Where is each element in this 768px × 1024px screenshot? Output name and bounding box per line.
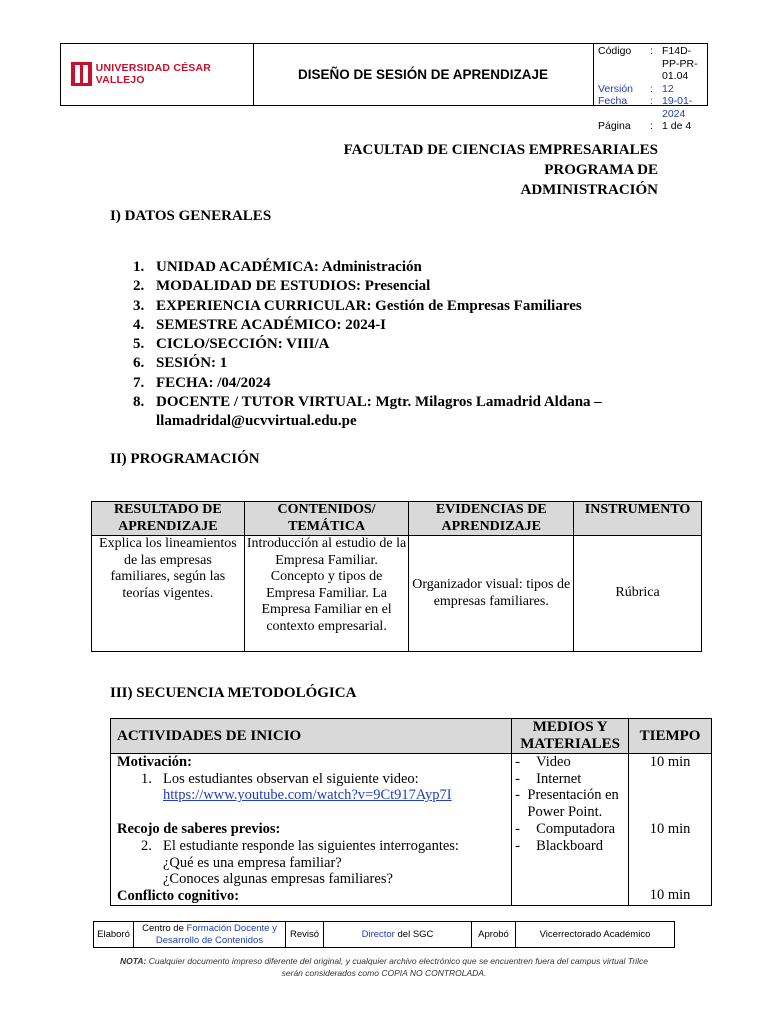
list-item: 8. DOCENTE / TUTOR VIRTUAL: Mgtr. Milagros Lamadrid Aldana – (133, 394, 602, 411)
faculty-heading: FACULTAD DE CIENCIAS EMPRESARIALES PROGRAMA DE ADMINISTRACIÓN (343, 142, 658, 198)
question: ¿Qué es una empresa familiar? (163, 854, 342, 871)
document-header (60, 43, 708, 132)
table-row (92, 536, 702, 652)
cognitive-conflict-label: Conflicto cognitivo: (117, 887, 240, 904)
list-item: 1. UNIDAD ACADÉMICA: Administración (133, 259, 422, 275)
sequence-table (110, 718, 712, 906)
ucv-logo-icon (71, 62, 92, 86)
meta-version: Versión : 12 (598, 82, 674, 95)
meta-date: Fecha : 19-01-2024 (598, 95, 693, 120)
time-value: 10 min (649, 820, 691, 837)
table-header: CONTENIDOS/ TEMÁTICA (244, 502, 409, 536)
material-item: - Video (515, 754, 571, 770)
document-meta (594, 44, 708, 132)
list-item: 6. SESIÓN: 1 (133, 355, 228, 372)
prior-knowledge-label: Recojo de saberes previos: (117, 821, 281, 838)
question: ¿Conoces algunas empresas familiares? (163, 871, 393, 888)
table-header: MEDIOS Y MATERIALES (512, 719, 629, 754)
aprobo-value: Vicerrectorado Académico (539, 928, 651, 940)
meta-page: Página : 1 de 4 (598, 120, 692, 132)
list-item: llamadridal@ucvvirtual.edu.pe (156, 413, 357, 430)
content-cell: Introducción al estudio de la Empresa Familiar. Concepto y tipos de Empresa Familiar. La Empresa Familiar en el contexto empresarial. (244, 536, 409, 652)
logo-cell (61, 44, 254, 105)
list-item: 3. EXPERIENCIA CURRICULAR: Gestión de Empresas Familiares (133, 297, 582, 314)
material-item: - Presentación en Power Point. (515, 787, 619, 821)
elaboro-value: Centro de Formación Docente y Desarrollo de Contenidos (134, 922, 286, 947)
list-item: 2. MODALIDAD DE ESTUDIOS: Presencial (133, 278, 431, 295)
list-item: 2. El estudiante responde las siguientes interrogantes: (141, 837, 459, 854)
table-header: INSTRUMENTO (574, 502, 702, 536)
table-header: EVIDENCIAS DE APRENDIZAJE (409, 502, 574, 536)
list-item: 1. Los estudiantes observan el siguiente video: (141, 770, 419, 787)
disclaimer-note: NOTA: Cualquier documento impreso diferente del original, y cualquier archivo electrónico que se encuentren fuera del campus virtual Trilce serán considerados como COPIA NO CONTROLADA. (120, 956, 648, 978)
section-heading-general: I) DATOS GENERALES (110, 208, 272, 224)
video-link[interactable]: https://www.youtube.com/watch?v=9Ct917Ayp7I (163, 787, 452, 804)
document-title: DISEÑO DE SESIÓN DE APRENDIZAJE (253, 44, 594, 105)
time-value: 10 min (649, 887, 691, 904)
reviso-value: Director del SGC (324, 922, 472, 947)
list-item: 5. CICLO/SECCIÓN: VIII/A (133, 336, 330, 353)
material-item: - Internet (515, 770, 582, 787)
list-item: 4. SEMESTRE ACADÉMICO: 2024-I (133, 316, 387, 333)
motivation-label: Motivación: (117, 754, 192, 770)
table-header: ACTIVIDADES DE INICIO (111, 719, 512, 754)
general-data-list (133, 258, 602, 432)
instrument-cell: Rúbrica (574, 536, 702, 652)
meta-code: Código : F14D-PP-PR-01.04 (598, 45, 698, 82)
table-header: TIEMPO (629, 719, 712, 754)
reviso-label: Revisó (286, 922, 324, 947)
programming-table (91, 501, 702, 652)
section-heading-sequence: III) SECUENCIA METODOLÓGICA (110, 685, 357, 701)
table-header: RESULTADO DE APRENDIZAJE (92, 502, 245, 536)
university-logo (71, 62, 253, 86)
elaboro-label: Elaboró (94, 922, 134, 947)
approval-footer (93, 921, 675, 948)
section-heading-programming: II) PROGRAMACIÓN (110, 451, 260, 467)
aprobo-label: Aprobó (472, 922, 516, 947)
material-item: - Computadora (515, 820, 616, 837)
list-item: 7. FECHA: /04/2024 (133, 374, 271, 391)
learning-outcome-cell: Explica los lineamientos de las empresas familiares, según las teorías vigentes. (92, 536, 245, 652)
time-value: 10 min (649, 754, 691, 770)
material-item: - Blackboard (515, 837, 604, 854)
evidence-cell: Organizador visual: tipos de empresas familiares. (409, 536, 574, 652)
table-row (111, 754, 712, 906)
logo-text: UNIVERSIDAD CÉSAR VALLEJO (95, 62, 212, 86)
